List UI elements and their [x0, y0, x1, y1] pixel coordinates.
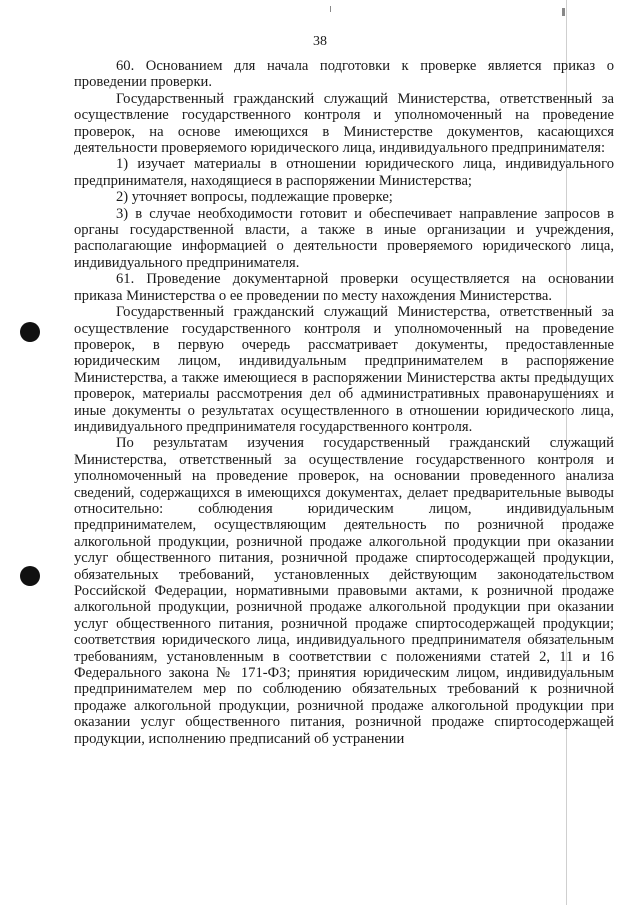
paragraph-61: 61. Проведение документарной проверки осуществляется на основании приказа Министерства о ее проведении по месту нахождения Министерства. [74, 271, 614, 304]
paragraph: Государственный гражданский служащий Министерства, ответственный за осуществление государственного контроля и уполномоченный на проведение проверок, в первую очередь рассматривает документы, предоставленные юридическим лицом, индивидуальным предпринимателем в распоряжение Министерства, а также имеющиеся в распоряжении Министерства акты предыдущих проверок, материалы рассмотрения дел об административных правонарушениях и иные документы о результатах осуществленного в отношении юридического лица, индивидуального предпринимателя государственного контроля. [74, 304, 614, 435]
scan-speck [330, 6, 331, 12]
list-item-1: 1) изучает материалы в отношении юридического лица, индивидуального предпринимателя, находящиеся в распоряжении Министерства; [74, 156, 614, 189]
paragraph-60: 60. Основанием для начала подготовки к проверке является приказ о проведении проверки. [74, 58, 614, 91]
list-item-2: 2) уточняет вопросы, подлежащие проверке; [116, 189, 393, 206]
list-item-3: 3) в случае необходимости готовит и обеспечивает направление запросов в органы государственной власти, а также в иные организации и учреждения, располагающие информацией о деятельности проверяемого юридического лица, индивидуального предпринимателя. [74, 205, 614, 271]
paragraph: Государственный гражданский служащий Министерства, ответственный за осуществление государственного контроля и уполномоченный на проведение проверок, на основе имеющихся в Министерстве документов, касающихся деятельности проверяемого юридического лица, индивидуального предпринимателя: [74, 90, 614, 157]
scan-speck [562, 8, 565, 16]
page-number: 38 [313, 34, 327, 49]
document-body [74, 58, 614, 747]
binder-hole [20, 322, 40, 342]
paragraph: По результатам изучения государственный гражданский служащий Министерства, ответственный за осуществление государственного контроля и уполномоченный на проведение проверок, на основании проведенного анализа сведений, содержащихся в имеющихся документах, делает предварительные выводы относительно: соблюдения юридическим лицом, индивидуальным предпринимателем, осуществляющим деятельность по розничной продаже алкогольной продукции, розничной продаже алкогольной продукции при оказании услуг общественного питания, розничной продаже спиртосодержащей продукции, обязательных требований, установленных действующим законодательством Российской Федерации, нормативными правовыми актами, к розничной продаже алкогольной продукции, розничной продаже алкогольной продукции при оказании услуг общественного питания, розничной продаже спиртосодержащей продукции; соответствия юридического лица, индивидуального предпринимателя обязательным требованиям, установленным в соответствии с положениями статей 2, 11 и 16 Федерального закона № 171-ФЗ; принятия юридическим лицом, индивидуальным предпринимателем мер по соблюдению обязательных требований к розничной продаже алкогольной продукции, розничной продаже алкогольной продукции при оказании услуг общественного питания, розничной продаже спиртосодержащей продукции, исполнению предписаний об устранении [74, 435, 614, 747]
binder-hole [20, 566, 40, 586]
